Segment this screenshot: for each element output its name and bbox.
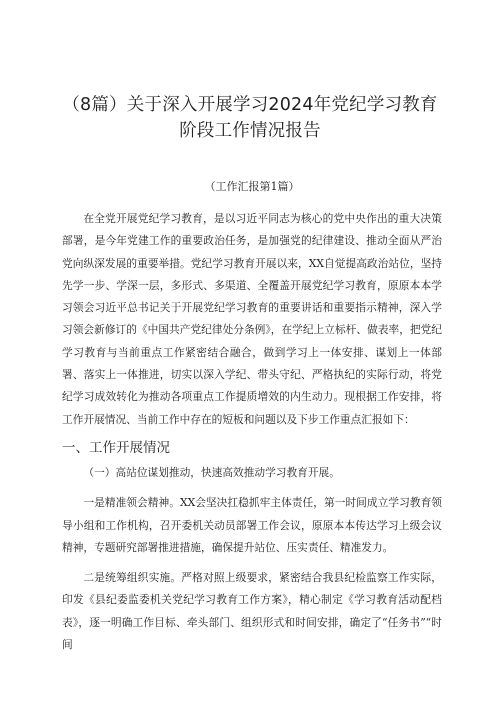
document-title: （8篇）关于深入开展学习2024年党纪学习教育阶段工作情况报告 [62, 95, 438, 141]
document-subtitle: （工作汇报第1篇） [204, 180, 300, 193]
intro-paragraph: 在全党开展党纪学习教育，是以习近平同志为核心的党中央作出的重大决策部署，是今年党建工作的重要政治任务，是加强党的纪律建设、推动全面从严治党向纵深发展的重要举措。党纪学习教育开展以来，XX自觉提高政治站位，坚持先学一步、学深一层，多形式、多渠道、全覆盖开展党纪学习教育，原原本本学习领会习近平总书记关于开展党纪学习教育的重要讲话和重要指示精神，深入学习领会新修订的《中国共产党纪律处分条例》，在学纪上立标杆、做表率，把党纪学习教育与当前重点工作紧密结合融合，做到学习上一体安排、谋划上一体部署、落实上一体推进，切实以深入学纪、带头守纪、严格执纪的实际行动，将党纪学习成效转化为推动各项重点工作提质增效的内生动力。现根据工作安排，将工作开展情况、当前工作中存在的短板和问题以及下步工作重点汇报如下： [62, 212, 442, 426]
section-heading: 一、工作开展情况 [62, 439, 170, 456]
body-paragraph: 一是精准领会精神。XX会坚决扛稳抓牢主体责任，第一时间成立学习教育领导小组和工作机构，召开委机关动员部署工作会议，原原本本传达学习上级会议精神，专题研究部署推进措施，确保提升站位、压实责任、精准发力。 [62, 496, 442, 554]
body-paragraph: 二是统筹组织实施。严格对照上级要求，紧密结合我县纪检监察工作实际，印发《县纪委监委机关党纪学习教育工作方案》，精心制定《学习教育活动配档表》，逐一明确工作目标、牵头部门、组织形式和时间安排，确定了“任务书”“时间 [62, 571, 442, 652]
subsection-heading: （一）高站位谋划推动，快速高效推动学习教育开展。 [83, 465, 340, 479]
